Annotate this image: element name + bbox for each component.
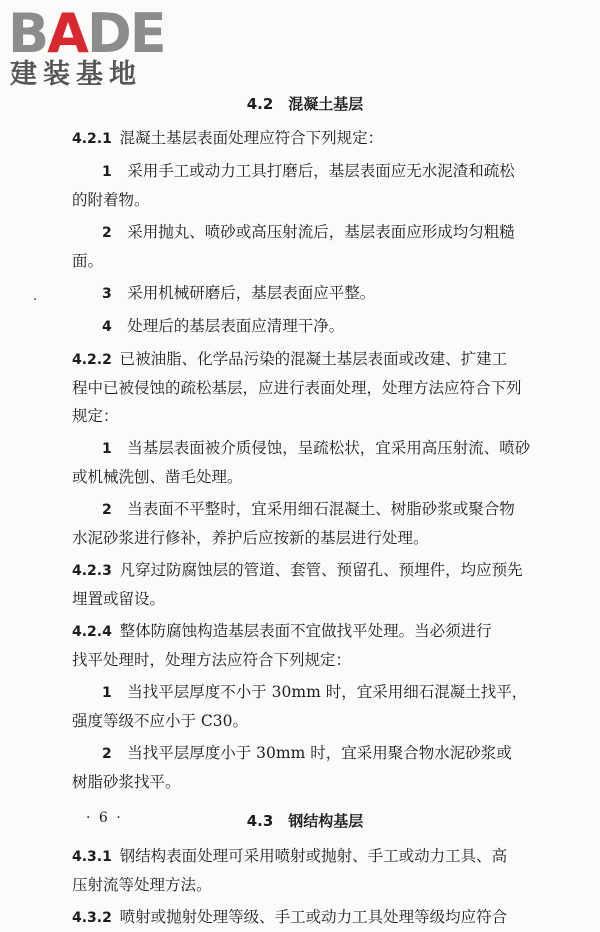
clause-text: 压射流等处理方法。 (72, 876, 212, 894)
item-text: 面。 (72, 252, 104, 270)
item-line (72, 463, 538, 491)
clause-text: 喷射或抛射处理等级、手工或动力工具处理等级均应符合 (119, 908, 508, 926)
item-line (72, 524, 538, 552)
item-text: 当表面不平整时，宜采用细石混凝土、树脂砂浆或聚合物 (127, 500, 515, 518)
clause-text: 已被油脂、化学品污染的混凝土基层表面或改建、扩建工 (119, 350, 508, 368)
item-text: 的附着物。 (72, 191, 150, 209)
item-number: 1 (102, 441, 112, 457)
clause-text: 混凝土基层表面处理应符合下列规定： (119, 129, 384, 147)
item-line (72, 279, 538, 308)
item-text: 处理后的基层表面应清理干净。 (127, 317, 345, 335)
clause-line (72, 556, 538, 585)
clause-line (72, 903, 538, 932)
clause-line (72, 617, 538, 646)
clause-line (72, 402, 538, 430)
item-text: 采用机械研磨后，基层表面应平整。 (127, 284, 376, 302)
item-text: 当基层表面被介质侵蚀，呈疏松状，宜采用高压射流、喷砂 (127, 439, 531, 457)
item-line (72, 186, 538, 214)
item-text: 或机械洗刨、凿毛处理。 (72, 468, 243, 486)
section-heading: 4.3 钢结构基层 (246, 812, 364, 830)
clause-text: 凡穿过防腐蚀层的管道、套管、预留孔、预埋件，均应预先 (119, 561, 523, 579)
item-line (72, 768, 538, 796)
item-number: 2 (102, 746, 112, 762)
clause-number: 4.2.1 (72, 131, 112, 147)
item-line (72, 312, 538, 341)
clause-line (72, 124, 538, 153)
clause-text: 整体防腐蚀构造基层表面不宜做找平处理。当必须进行 (119, 622, 492, 640)
item-number: 2 (102, 225, 112, 241)
clause-number: 4.3.1 (72, 849, 112, 865)
clause-text: 找平处理时，处理方法应符合下列规定： (72, 651, 352, 669)
item-text: 当找平层厚度不小于 30mm 时，宜采用细石混凝土找平， (127, 683, 528, 701)
page-number: · 6 · (86, 810, 123, 826)
item-text: 采用抛丸、喷砂或高压射流后，基层表面应形成均匀粗糙 (127, 223, 515, 241)
item-line (72, 434, 538, 463)
item-number: 3 (102, 286, 112, 302)
clause-number: 4.2.3 (72, 563, 112, 579)
document-content (72, 88, 538, 932)
clause-line (72, 646, 538, 674)
section-heading: 4.2 混凝土基层 (246, 95, 364, 113)
item-line (72, 678, 538, 707)
item-text: 当找平层厚度小于 30mm 时，宜采用聚合物水泥砂浆或 (127, 744, 512, 762)
clause-number: 4.2.2 (72, 352, 112, 368)
bade-logo (8, 4, 178, 96)
scan-speck (34, 298, 36, 300)
document-page (72, 88, 538, 932)
clause-text: 规定： (72, 407, 119, 425)
logo-wordmark: BADE (8, 2, 165, 65)
clause-line (72, 345, 538, 374)
item-line (72, 157, 538, 186)
item-number: 1 (102, 164, 112, 180)
item-line (72, 247, 538, 275)
clause-number: 4.3.2 (72, 910, 112, 926)
item-number: 2 (102, 502, 112, 518)
item-line (72, 495, 538, 524)
item-line (72, 707, 538, 735)
item-number: 1 (102, 685, 112, 701)
item-line (72, 739, 538, 768)
item-text: 强度等级不应小于 C30。 (72, 712, 249, 730)
clause-text: 钢结构表面处理可采用喷射或抛射、手工或动力工具、高 (119, 847, 508, 865)
clause-line (72, 374, 538, 402)
clause-number: 4.2.4 (72, 624, 112, 640)
item-text: 水泥砂浆进行修补，养护后应按新的基层进行处理。 (72, 529, 429, 547)
logo-subtitle: 建装基地 (10, 59, 142, 90)
item-text: 树脂砂浆找平。 (72, 773, 181, 791)
clause-line (72, 871, 538, 899)
clause-text: 埋置或留设。 (72, 590, 166, 608)
item-number: 4 (102, 319, 112, 335)
clause-text: 程中已被侵蚀的疏松基层，应进行表面处理，处理方法应符合下列 (72, 379, 522, 397)
clause-line (72, 585, 538, 613)
item-text: 采用手工或动力工具打磨后，基层表面应无水泥渣和疏松 (127, 162, 515, 180)
clause-line (72, 842, 538, 871)
item-line (72, 218, 538, 247)
